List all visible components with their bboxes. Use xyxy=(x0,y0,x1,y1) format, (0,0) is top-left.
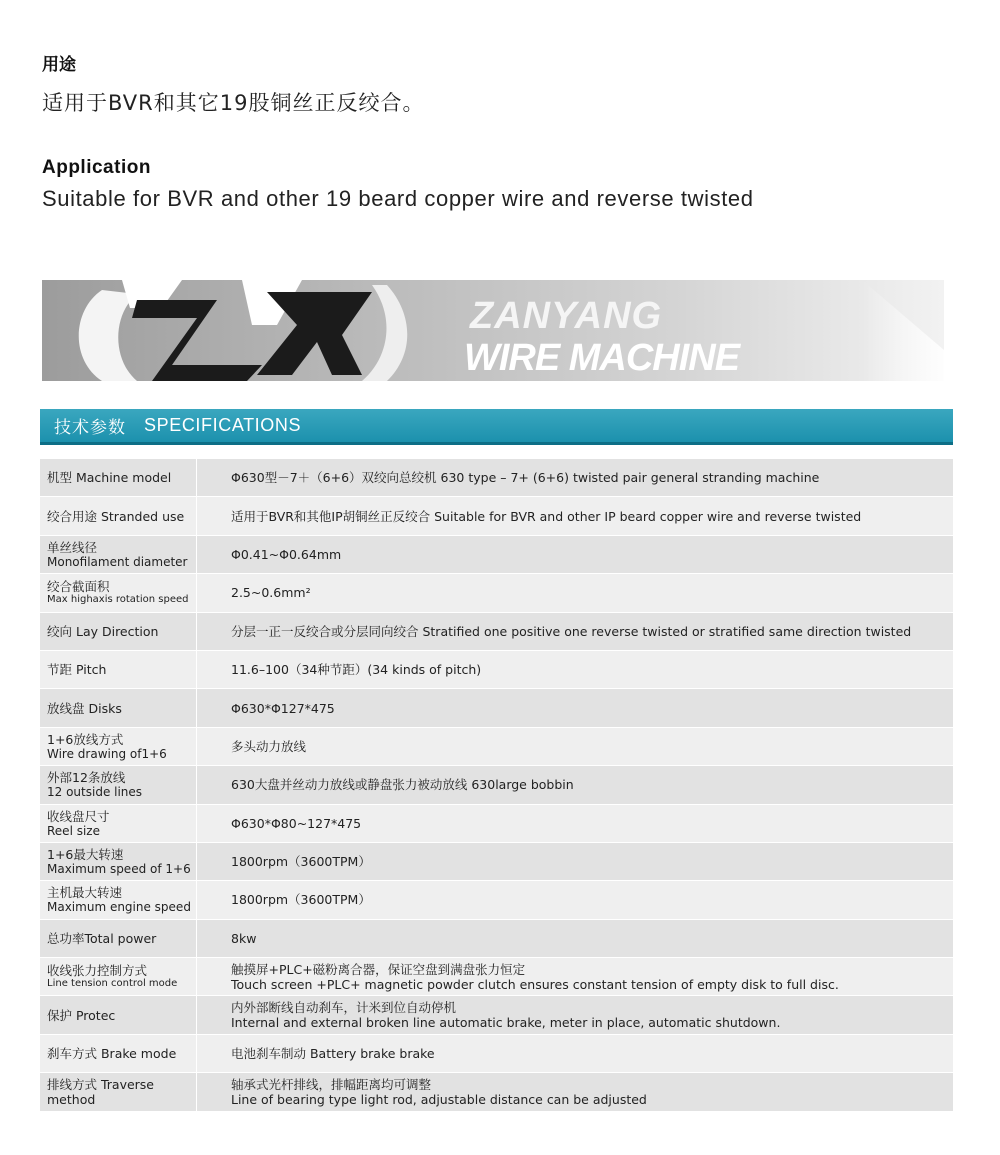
application-text: Suitable for BVR and other 19 beard copper wire and reverse twisted xyxy=(42,186,754,211)
spec-label-line: 1+6放线方式 xyxy=(47,731,124,747)
spec-value-line: 分层一正一反绞合或分层同向绞合 Stratified one positive one reverse twisted or stratified same direction twisted xyxy=(231,623,912,639)
table-row xyxy=(40,805,953,843)
spec-label-line: 单丝线径 xyxy=(47,539,98,555)
table-row xyxy=(40,536,953,574)
spec-label-line: 刹车方式 Brake mode xyxy=(47,1046,177,1062)
spec-label-line: 1+6最大转速 xyxy=(47,847,124,863)
table-row xyxy=(40,459,953,497)
spec-label xyxy=(40,805,197,842)
application-heading: Application xyxy=(42,157,151,178)
spec-label-line: Line tension control mode xyxy=(47,978,178,990)
spec-value xyxy=(197,497,953,534)
spec-label-line: 机型 Machine model xyxy=(47,470,172,486)
spec-label-line: 收线盘尺寸 xyxy=(47,808,110,824)
table-row xyxy=(40,728,953,766)
spec-label xyxy=(40,766,197,803)
spec-label xyxy=(40,996,197,1033)
banner-graphic xyxy=(42,280,944,381)
spec-value-line: 电池刹车制动 Battery brake brake xyxy=(231,1046,435,1062)
spec-label-line: 节距 Pitch xyxy=(47,662,107,678)
spec-value-line: 1800rpm（3600TPM） xyxy=(231,892,371,908)
table-row xyxy=(40,996,953,1034)
table-row xyxy=(40,766,953,804)
table-row xyxy=(40,651,953,689)
spec-value xyxy=(197,843,953,880)
spec-label-line: 外部12条放线 xyxy=(47,770,126,786)
spec-label-line: 绞向 Lay Direction xyxy=(47,623,159,639)
banner-brand-line1: ZANYANG xyxy=(470,295,663,337)
spec-value xyxy=(197,1035,953,1072)
spec-value xyxy=(197,996,953,1033)
spec-value-line: Φ630型－7＋（6+6）双绞向总绞机 630 type – 7+ (6+6) twisted pair general stranding machine xyxy=(231,470,820,486)
spec-value xyxy=(197,651,953,688)
spec-label-line: 排线方式 Traverse method xyxy=(47,1076,155,1107)
spec-value-line: 内外部断线自动刹车，计米到位自动停机 xyxy=(231,1000,457,1016)
spec-label xyxy=(40,1035,197,1072)
spec-label-line: Wire drawing of1+6 xyxy=(47,746,167,761)
spec-value xyxy=(197,805,953,842)
table-row xyxy=(40,613,953,651)
table-row xyxy=(40,497,953,535)
spec-value-line: 11.6–100（34种节距）(34 kinds of pitch) xyxy=(231,662,482,678)
table-row xyxy=(40,958,953,996)
spec-label-line: 绞合截面积 xyxy=(47,579,110,595)
spec-label-line: 放线盘 Disks xyxy=(47,700,122,716)
table-row xyxy=(40,920,953,958)
table-row xyxy=(40,574,953,612)
spec-label xyxy=(40,536,197,573)
spec-value-line: 触摸屏+PLC+磁粉离合器，保证空盘到满盘张力恒定 xyxy=(231,961,526,977)
spec-value xyxy=(197,536,953,573)
spec-value-line: Touch screen +PLC+ magnetic powder clutch ensures constant tension of empty disk to full disc. xyxy=(231,976,839,992)
spec-label xyxy=(40,497,197,534)
spec-value-line: 8kw xyxy=(231,930,257,946)
spec-value xyxy=(197,920,953,957)
spec-label xyxy=(40,728,197,765)
specifications-table xyxy=(40,459,953,1112)
spec-value xyxy=(197,613,953,650)
table-row xyxy=(40,689,953,727)
spec-label-line: 绞合用途 Stranded use xyxy=(47,508,185,524)
table-row xyxy=(40,1035,953,1073)
spec-label-line: Max highaxis rotation speed xyxy=(47,594,189,606)
brand-banner xyxy=(42,280,944,381)
spec-value-line: 轴承式光杆排线，排幅距离均可调整 xyxy=(231,1076,432,1092)
spec-label xyxy=(40,958,197,995)
spec-label-line: Maximum speed of 1+6 xyxy=(47,862,191,877)
spec-value xyxy=(197,574,953,611)
spec-value xyxy=(197,1073,953,1110)
spec-value-line: Φ630*Φ80~127*475 xyxy=(231,815,362,831)
spec-value-line: 适用于BVR和其他IP胡铜丝正反绞合 Suitable for BVR and other IP beard copper wire and reverse twisted xyxy=(231,508,862,524)
spec-value-line: Line of bearing type light rod, adjustable distance can be adjusted xyxy=(231,1091,647,1107)
spec-value-line: Φ630*Φ127*475 xyxy=(231,700,335,716)
spec-label xyxy=(40,651,197,688)
spec-label-line: 总功率Total power xyxy=(47,930,157,946)
spec-label-line: Maximum engine speed xyxy=(47,900,191,915)
spec-value xyxy=(197,766,953,803)
spec-label-line: Reel size xyxy=(47,823,100,838)
spec-value-line: 2.5~0.6mm² xyxy=(231,585,311,601)
table-row xyxy=(40,1073,953,1111)
usage-heading: 用途 xyxy=(42,55,76,75)
spec-value xyxy=(197,881,953,918)
spec-label xyxy=(40,843,197,880)
spec-value xyxy=(197,689,953,726)
spec-value xyxy=(197,459,953,496)
spec-label xyxy=(40,1073,197,1110)
spec-label xyxy=(40,613,197,650)
spec-value xyxy=(197,728,953,765)
spec-label xyxy=(40,920,197,957)
spec-label xyxy=(40,574,197,611)
spec-value xyxy=(197,958,953,995)
banner-brand-line2: WIRE MACHINE xyxy=(464,337,740,379)
specifications-title-cn: 技术参数 xyxy=(54,418,126,438)
spec-value-line: Internal and external broken line automatic brake, meter in place, automatic shutdown. xyxy=(231,1015,781,1031)
spec-value-line: 630大盘并丝动力放线或静盘张力被动放线 630large bobbin xyxy=(231,777,574,793)
table-row xyxy=(40,881,953,919)
spec-value-line: Φ0.41~Φ0.64mm xyxy=(231,546,342,562)
spec-label xyxy=(40,689,197,726)
specifications-title-en: SPECIFICATIONS xyxy=(144,415,302,435)
spec-value-line: 1800rpm（3600TPM） xyxy=(231,854,371,870)
spec-value-line: 多头动力放线 xyxy=(231,738,307,754)
specifications-header xyxy=(40,409,953,445)
spec-label xyxy=(40,459,197,496)
table-row xyxy=(40,843,953,881)
spec-label-line: 收线张力控制方式 xyxy=(47,963,148,979)
spec-label-line: 保护 Protec xyxy=(47,1007,116,1023)
spec-label-line: Monofilament diameter xyxy=(47,554,188,569)
spec-label-line: 12 outside lines xyxy=(47,785,143,800)
usage-text: 适用于BVR和其它19股铜丝正反绞合。 xyxy=(42,91,425,115)
spec-label-line: 主机最大转速 xyxy=(47,885,123,901)
spec-label xyxy=(40,881,197,918)
